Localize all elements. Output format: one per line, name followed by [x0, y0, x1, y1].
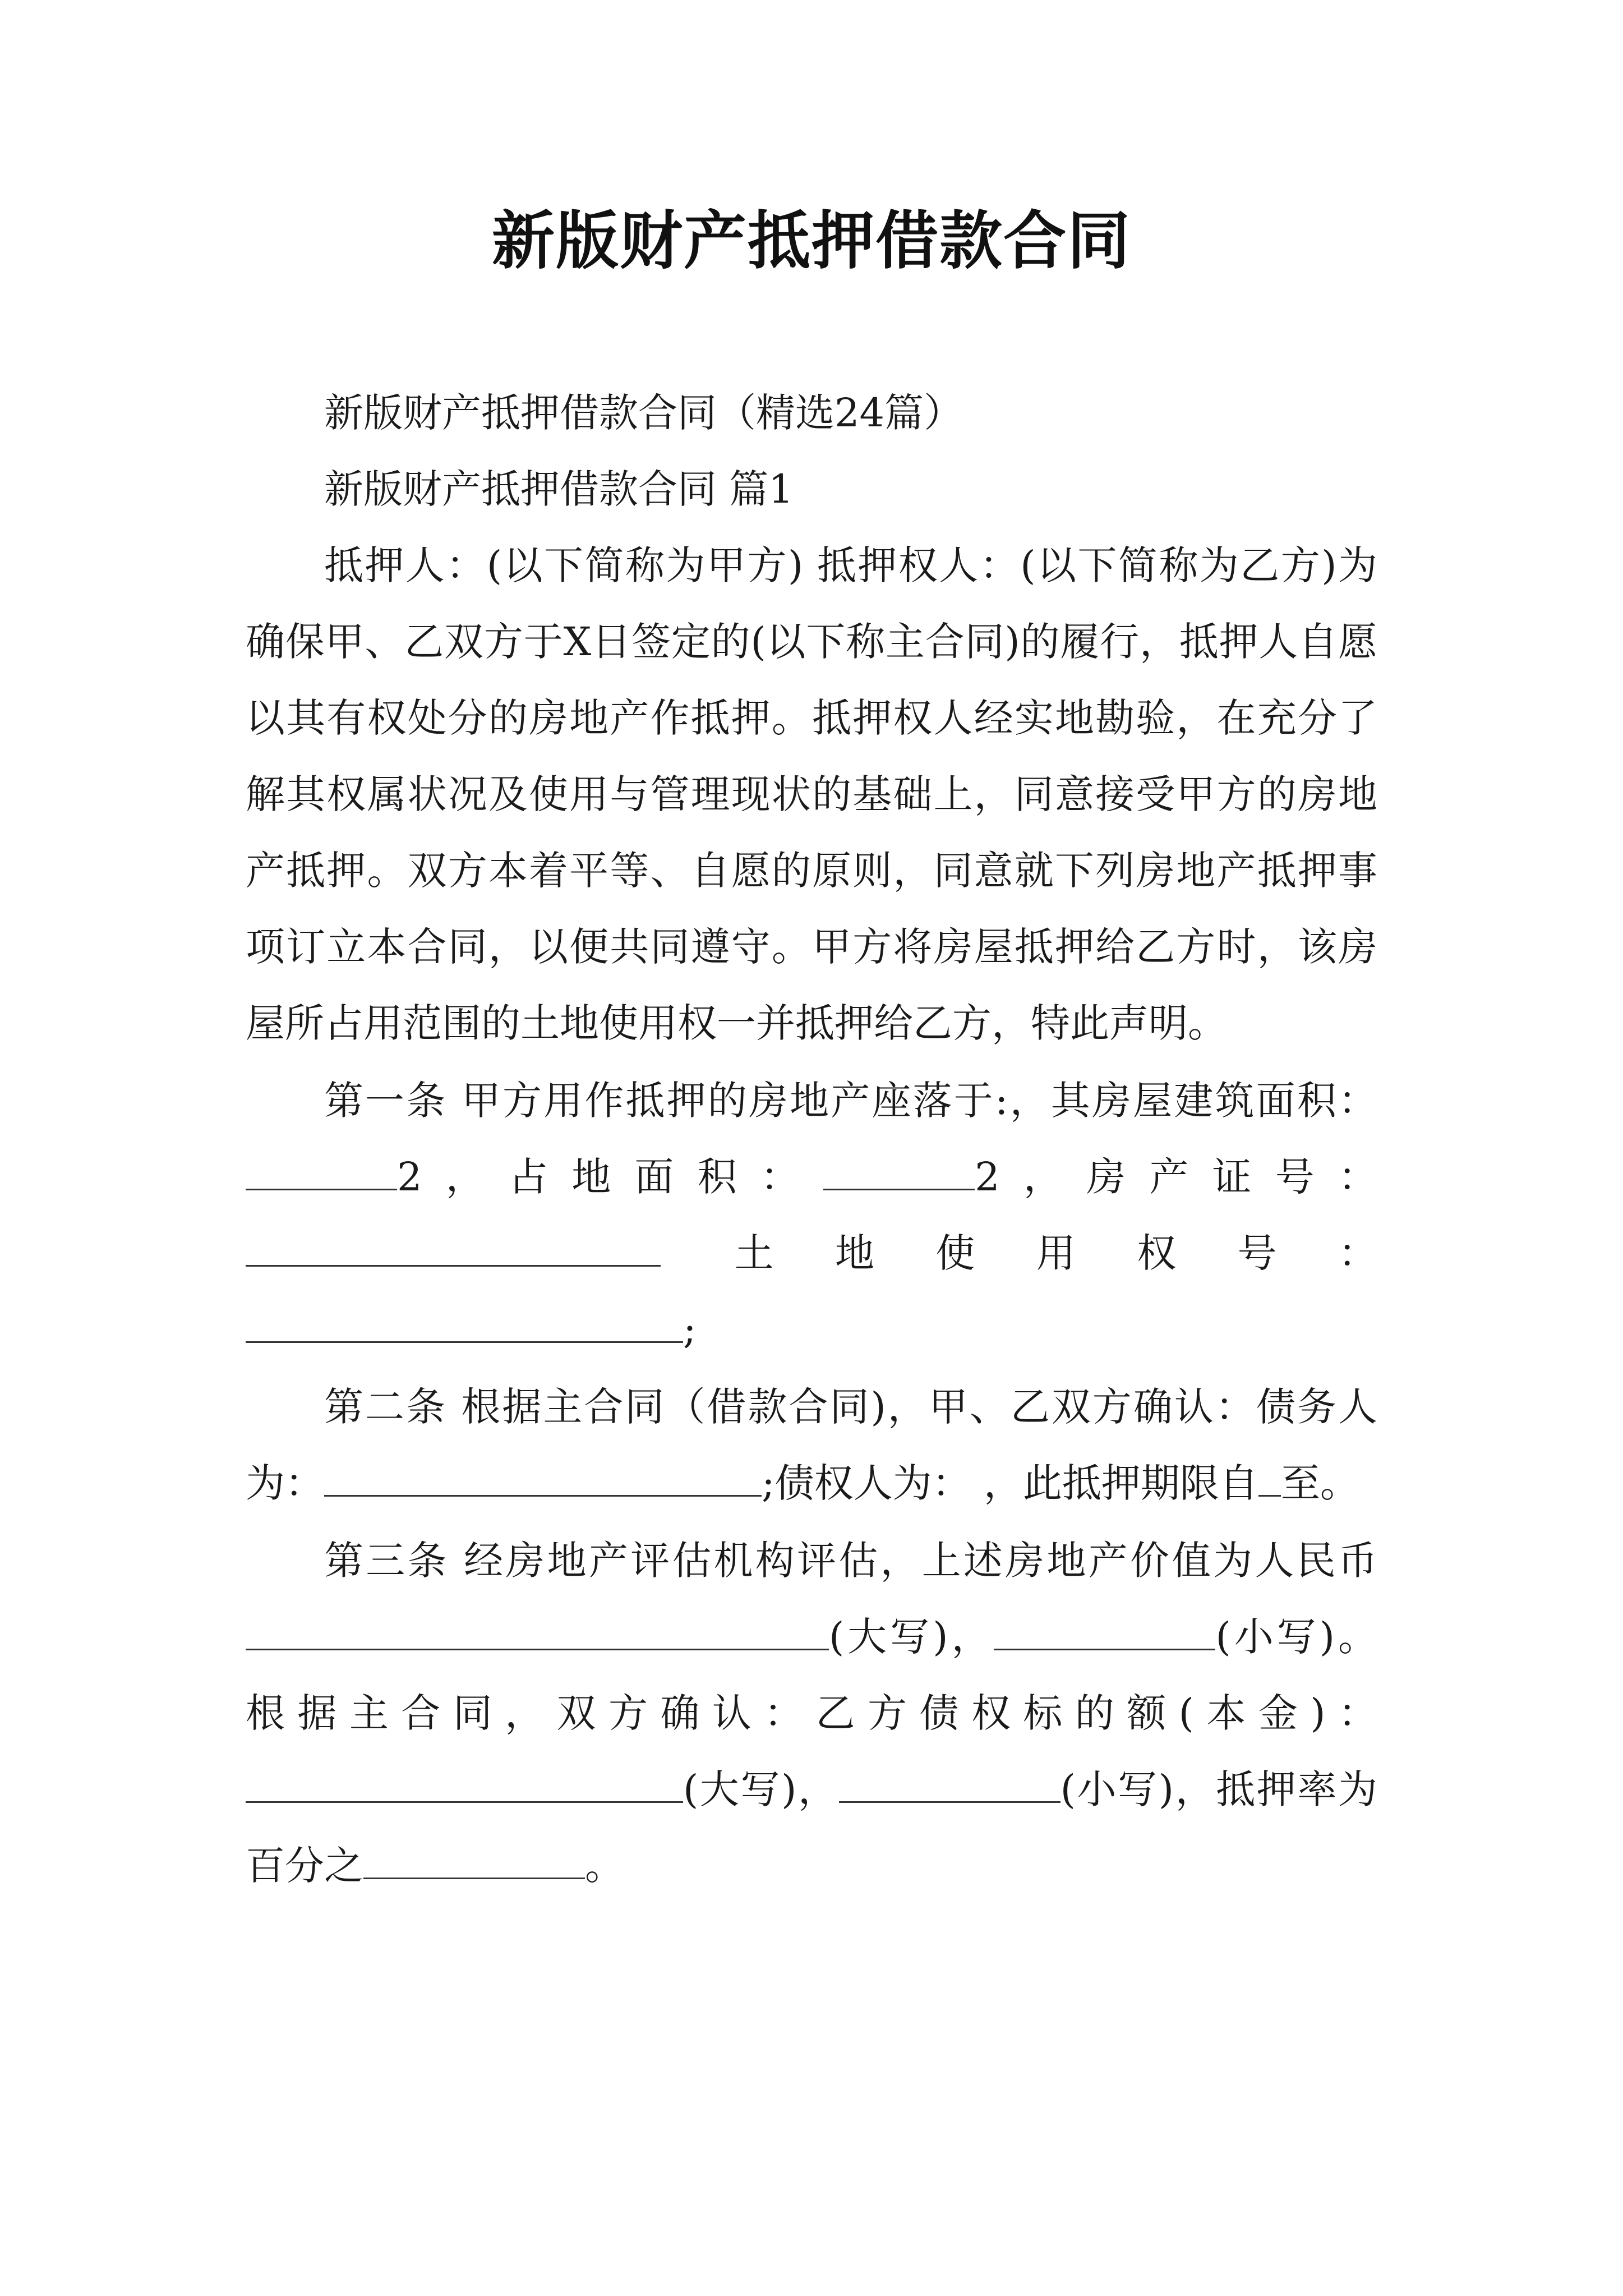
article-3-text-3: (小写)。根据主合同，双方确认：乙方债权标的额(本金)：: [246, 1614, 1377, 1736]
article-1-text-1: 第一条 甲方用作抵押的房地产座落于:，其房屋建筑面积：: [324, 1078, 1377, 1124]
debtor-blank: [324, 1458, 762, 1497]
article-2-text-1: 第二条 根据主合同（借款合同)，甲、乙双方确认：债务人为：: [246, 1384, 1377, 1506]
value-lowercase-blank: [994, 1612, 1215, 1651]
document-body: [246, 375, 1377, 1904]
period-start-blank: [1258, 1458, 1281, 1497]
land-area-blank: [823, 1152, 975, 1191]
article-2: [246, 1369, 1377, 1521]
principal-lowercase-blank: [839, 1764, 1061, 1803]
article-3: [246, 1522, 1377, 1904]
principal-uppercase-blank: [246, 1764, 683, 1803]
article-1: [246, 1062, 1377, 1368]
land-use-no-blank: [246, 1304, 683, 1343]
mortgage-rate-blank: [363, 1841, 585, 1880]
document-title: 新版财产抵押借款合同: [492, 204, 1131, 278]
article-3-text-2: (大写)，: [829, 1614, 994, 1660]
article-1-text-4: 土地使用权号：: [734, 1230, 1377, 1276]
article-1-text-3: 2，房产证号：: [975, 1154, 1377, 1200]
article-1-text-5: ;: [683, 1306, 697, 1352]
intro-paragraph: 抵押人：(以下简称为甲方) 抵押权人：(以下简称为乙方)为确保甲、乙双方于X日签定的(以下称主合同)的履行，抵押人自愿以其有权处分的房地产作抵押。抵押权人经实地勘验，在充分了解其权属状况及使用与管理现状的基础上，同意接受甲方的房地产抵押。双方本着平等、自愿的原则，同意就下列房地产抵押事项订立本合同，以便共同遵守。甲方将房屋抵押给乙方时，该房屋所占用范围的土地使用权一并抵押给乙方，特此声明。: [246, 542, 1377, 1046]
article-1-text-2: 2，占地面积：: [397, 1154, 824, 1200]
building-area-blank: [246, 1152, 397, 1191]
article-3-text-4: (大写)，: [683, 1766, 839, 1812]
article-3-text-5: (小写)，抵押率为百分之: [246, 1766, 1377, 1889]
article-2-text-2: ;债权人为： ，此抵押期限自: [762, 1460, 1258, 1506]
section-heading: 新版财产抵押借款合同 篇1: [324, 466, 794, 512]
article-3-text-6: 。: [585, 1843, 624, 1889]
article-3-text-1: 第三条 经房地产评估机构评估，上述房地产价值为人民币: [324, 1538, 1377, 1584]
subtitle: 新版财产抵押借款合同（精选24篇）: [324, 390, 963, 436]
property-cert-blank: [246, 1228, 661, 1267]
value-uppercase-blank: [246, 1612, 829, 1651]
article-2-text-3: 至。: [1280, 1460, 1359, 1506]
